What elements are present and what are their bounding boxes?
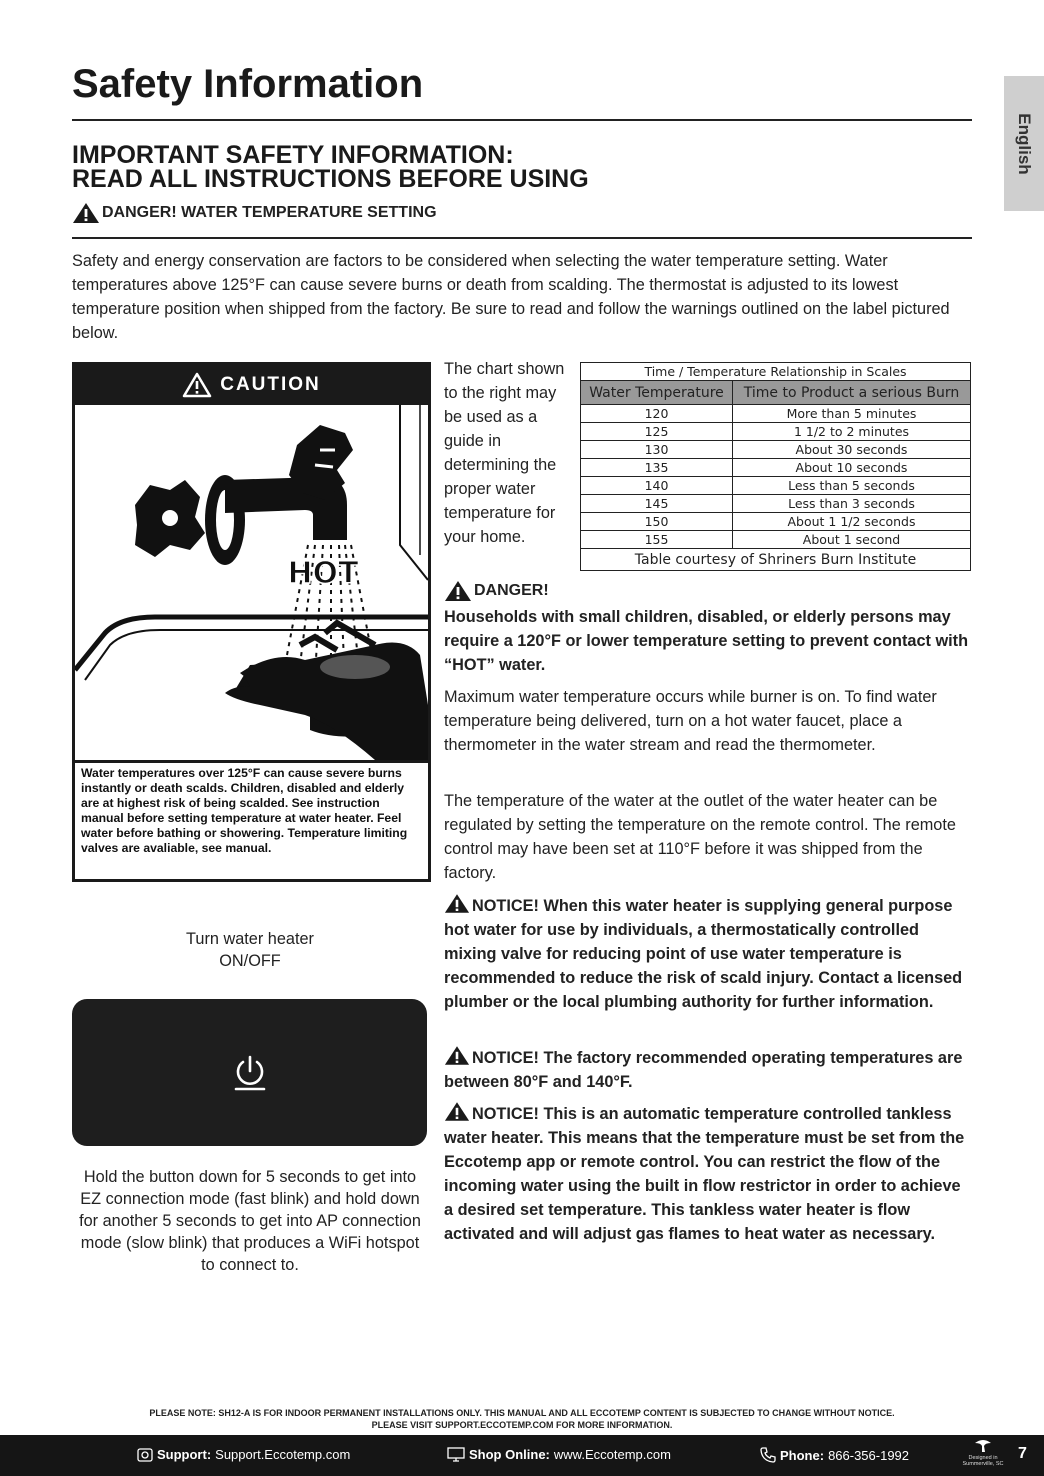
- table-header-burn-time: Time to Product a serious Burn: [733, 381, 971, 405]
- power-button-panel[interactable]: [72, 999, 427, 1146]
- palmetto-icon: [973, 1439, 993, 1453]
- danger-label: [444, 580, 549, 602]
- table-cell-temperature: 130: [581, 441, 733, 459]
- table-cell-burn-time: About 30 seconds: [733, 441, 971, 459]
- language-tab[interactable]: [1004, 76, 1044, 211]
- notice-text: NOTICE! When this water heater is supplying general purpose hot water for use by individuals, a thermostatically controlled mixing valve for reducing point of use water temperature is recommended to reduce the risk of scald injury. Contact a licensed plumber or the local plumbing authority for further information.: [444, 897, 963, 1011]
- warning-icon: [444, 1045, 470, 1066]
- footer-phone-link[interactable]: [760, 1447, 909, 1463]
- danger-heading-text: DANGER! WATER TEMPERATURE SETTING: [102, 204, 437, 221]
- table-title: Time / Temperature Relationship in Scales: [581, 363, 971, 381]
- table-cell-burn-time: Less than 3 seconds: [733, 495, 971, 513]
- chart-guide-text: The chart shown to the right may be used as a guide in determining the proper water temperature for your home.: [444, 360, 565, 546]
- power-icon[interactable]: [233, 1054, 267, 1092]
- table-row: [581, 513, 971, 531]
- support-icon: [137, 1448, 153, 1462]
- phone-icon: [760, 1447, 776, 1463]
- table-cell-temperature: 120: [581, 405, 733, 423]
- notice-text: NOTICE! This is an automatic temperature controlled tankless water heater. This means that the temperature must be set from the Eccotemp app or remote control. You can restrict the flow of the incoming water using the built in flow restrictor in order to achieve a desired set temperature. This tankless water heater is flow activated and will adjust gas flames to heat water as necessary.: [444, 1105, 965, 1243]
- toggle-caption: [100, 928, 400, 972]
- notice-mixing-valve: [444, 893, 974, 1014]
- toggle-caption-line2: ON/OFF: [219, 952, 281, 970]
- hot-faucet-illustration: [75, 405, 428, 760]
- hold-button-instructions: Hold the button down for 5 seconds to get into EZ connection mode (fast blink) and hold down for another 5 seconds to get into AP connection mode (slow blink) that produces a WiFi hotspot to connect to.: [79, 1168, 421, 1274]
- table-cell-temperature: 155: [581, 531, 733, 549]
- main-heading-line2: READ ALL INSTRUCTIONS BEFORE USING: [72, 165, 589, 193]
- danger-body: Households with small children, disabled, or elderly persons may require a 120°F or lower temperature setting to prevent contact with “HOT” water.: [444, 608, 969, 674]
- designed-in-badge: [960, 1439, 1006, 1467]
- title-divider: [72, 119, 972, 121]
- footer-note-line2: PLEASE VISIT SUPPORT.ECCOTEMP.COM FOR MORE INFORMATION.: [371, 1420, 673, 1430]
- page-number: 7: [1018, 1445, 1027, 1462]
- danger-label-text: DANGER!: [474, 582, 549, 599]
- max-temperature-paragraph: Maximum water temperature occurs while burner is on. To find water temperature being delivered, turn on a hot water faucet, place a thermometer in the water stream and read the thermometer.: [444, 688, 937, 754]
- table-cell-temperature: 140: [581, 477, 733, 495]
- table-cell-burn-time: About 1 1/2 seconds: [733, 513, 971, 531]
- table-row: [581, 423, 971, 441]
- outlet-temperature-paragraph: The temperature of the water at the outlet of the water heater can be regulated by setting the temperature on the remote control. The remote control may have been set at 110°F before it was shipped from the factory.: [444, 792, 956, 882]
- table-cell-temperature: 135: [581, 459, 733, 477]
- caution-warning-icon: [182, 372, 212, 398]
- table-header-temperature: Water Temperature: [581, 381, 733, 405]
- main-heading: [72, 143, 972, 225]
- warning-icon: [444, 580, 472, 602]
- table-cell-burn-time: Less than 5 seconds: [733, 477, 971, 495]
- table-row: [581, 459, 971, 477]
- designed-line2: Summerville, SC: [962, 1461, 1004, 1467]
- table-row: [581, 531, 971, 549]
- table-row: [581, 477, 971, 495]
- table-row: [581, 405, 971, 423]
- phone-value: 866-356-1992: [828, 1447, 910, 1463]
- footer-shop-link[interactable]: [447, 1447, 671, 1462]
- page-title: Safety Information: [72, 62, 424, 106]
- notice-operating-temperatures: [444, 1045, 974, 1094]
- intro-paragraph: Safety and energy conservation are factors to be considered when selecting the water temperature setting. Water temperatures above 125°F can cause severe burns or death from scalding. The thermostat is adjusted to its lowest temperature position when shipped from the factory. Be sure to read and follow the warnings outlined on the label pictured below.: [72, 252, 950, 342]
- table-cell-temperature: 150: [581, 513, 733, 531]
- phone-label: Phone:: [780, 1447, 825, 1463]
- footer-note-line1: PLEASE NOTE: SH12-A IS FOR INDOOR PERMANENT INSTALLATIONS ONLY. THIS MANUAL AND ALL ECCOTEMP CONTENT IS SUBJECTED TO CHANGE WITHOUT NOTICE.: [149, 1408, 895, 1418]
- caution-header-text: CAUTION: [220, 374, 321, 395]
- main-heading-line1: IMPORTANT SAFETY INFORMATION:: [72, 141, 514, 169]
- table-row: [581, 441, 971, 459]
- language-tab-label: English: [1015, 112, 1034, 175]
- warning-icon: [444, 893, 470, 914]
- support-label: Support:: [157, 1447, 212, 1462]
- time-temperature-table: [580, 362, 971, 571]
- caution-header: [75, 365, 428, 405]
- table-cell-burn-time: 1 1/2 to 2 minutes: [733, 423, 971, 441]
- footer-support-link[interactable]: [137, 1447, 350, 1462]
- footer-bar: [0, 1435, 1044, 1476]
- shop-label: Shop Online:: [469, 1447, 550, 1462]
- caution-label-text: Water temperatures over 125°F can cause severe burns instantly or death scalds. Children, disabled and elderly are at highest risk of being scalded. See instruction manual before setting temperature at water heater. Feel water before bathing or showering. Temperature limiting valves are avaliable, see manual.: [75, 760, 428, 856]
- notice-automatic-control: [444, 1101, 974, 1246]
- hot-label: HOT: [287, 556, 359, 591]
- warning-icon: [444, 1101, 470, 1122]
- caution-label: [72, 362, 431, 882]
- table-cell-burn-time: About 10 seconds: [733, 459, 971, 477]
- monitor-icon: [447, 1447, 465, 1462]
- designed-line1: Designed in: [968, 1455, 998, 1461]
- toggle-caption-line1: Turn water heater: [186, 930, 314, 948]
- table-cell-burn-time: About 1 second: [733, 531, 971, 549]
- table-cell-temperature: 145: [581, 495, 733, 513]
- shop-value: www.Eccotemp.com: [553, 1447, 671, 1462]
- table-row: [581, 495, 971, 513]
- warning-icon: [72, 202, 100, 224]
- table-cell-temperature: 125: [581, 423, 733, 441]
- notice-text: NOTICE! The factory recommended operating temperatures are between 80°F and 140°F.: [444, 1049, 963, 1091]
- danger-heading: [72, 201, 972, 225]
- heading-divider: [72, 237, 972, 239]
- support-value: Support.Eccotemp.com: [215, 1447, 351, 1462]
- table-cell-burn-time: More than 5 minutes: [733, 405, 971, 423]
- table-note: Table courtesy of Shriners Burn Institute: [581, 549, 971, 571]
- footer-note: [0, 1407, 1044, 1431]
